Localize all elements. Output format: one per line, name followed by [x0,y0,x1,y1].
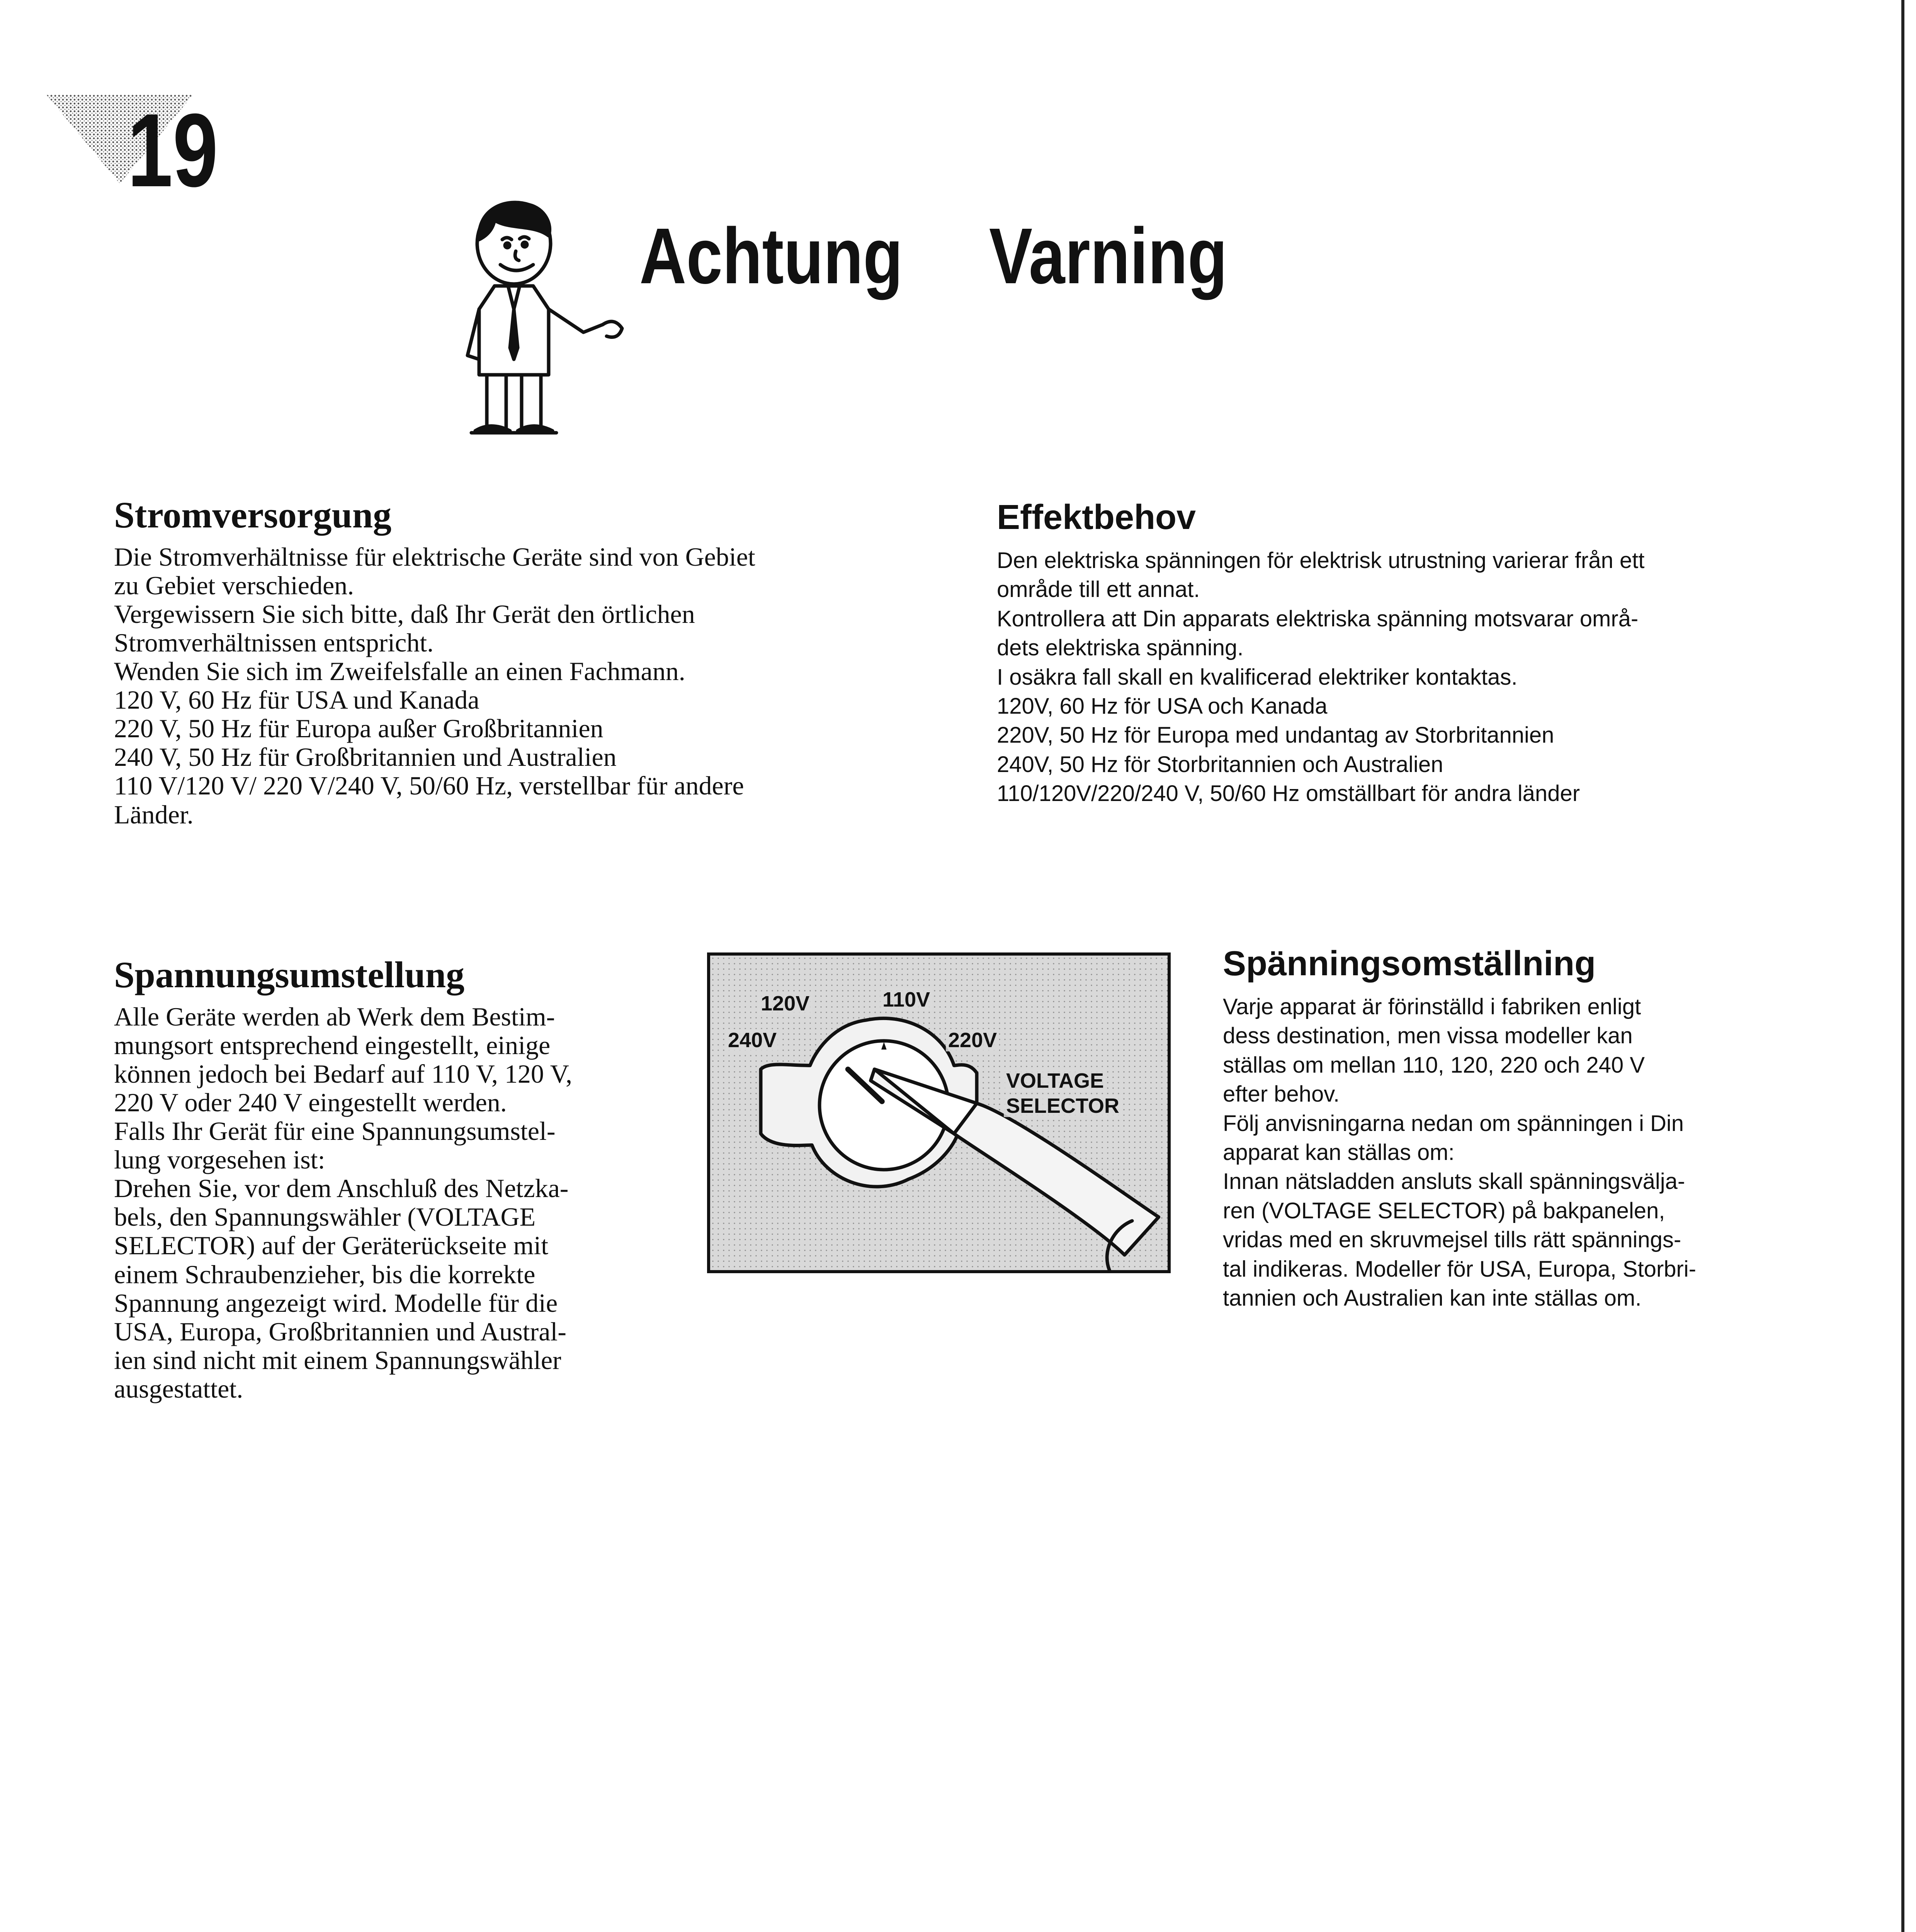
label-110v: 110V [880,988,932,1011]
title-german: Achtung [639,212,903,300]
heading-spannungsumstellung: Spannungsumstellung [114,954,465,995]
text-line: Wenden Sie sich im Zweifelsfalle an einen Fachmann. [114,656,685,686]
text-line: bels, den Spannungswähler (VOLTAGE [114,1202,536,1232]
heading-stromversorgung: Stromversorgung [114,494,392,536]
text-line: zu Gebiet verschieden. [114,570,354,600]
text-line: Alle Geräte werden ab Werk dem Bestim- [114,1002,555,1031]
scan-edge-line [1901,0,1904,1932]
text-line: tal indikeras. Modeller för USA, Europa, Storbri- [1223,1256,1696,1282]
text-line: Länder. [114,799,194,829]
text-line: SELECTOR) auf der Geräterückseite mit [114,1231,549,1260]
page-number: 19 [128,92,218,209]
text-line: Vergewissern Sie sich bitte, daß Ihr Gerät den örtlichen [114,599,695,629]
voltage-selector-figure [707,952,1171,1273]
heading-spanningsomstallning: Spänningsomställning [1223,944,1596,983]
text-line: 220V, 50 Hz för Europa med undantag av Storbritannien [997,723,1554,748]
text-line: efter behov. [1223,1082,1340,1107]
text-line: 120 V, 60 Hz für USA und Kanada [114,685,479,715]
text-line: Följ anvisningarna nedan om spänningen i Din [1223,1111,1684,1136]
text-line: Die Stromverhältnisse für elektrische Geräte sind von Gebiet [114,542,755,571]
text-line: Drehen Sie, vor dem Anschluß des Netzka- [114,1173,569,1203]
label-120v: 120V [758,992,812,1015]
text-line: lung vorgesehen ist: [114,1145,325,1175]
text-line: mungsort entsprechend eingestellt, einige [114,1030,551,1060]
label-220v: 220V [946,1029,999,1051]
text-line: Stromverhältnissen entspricht. [114,628,434,657]
text-line: ställas om mellan 110, 120, 220 och 240 V [1223,1052,1645,1078]
text-line: 220 V, 50 Hz für Europa außer Großbritannien [114,714,604,743]
text-line: område till ett annat. [997,577,1200,602]
text-line: ren (VOLTAGE SELECTOR) på bakpanelen, [1223,1198,1665,1223]
section-stromversorgung [114,495,906,829]
text-line: 240V, 50 Hz för Storbritannien och Australien [997,752,1443,777]
section-spanningsomstallning [1223,945,1775,1313]
text-line: Falls Ihr Gerät für eine Spannungsumstel- [114,1116,556,1146]
title-swedish: Varning [989,212,1227,300]
text-line: Varje apparat är förinställd i fabriken enligt [1223,994,1641,1019]
label-voltage: VOLTAGE [1004,1070,1106,1092]
section-effektbehov [997,498,1785,808]
text-line: dets elektriska spänning. [997,635,1244,661]
mascot-illustration [456,193,641,456]
text-line: ien sind nicht mit einem Spannungswähler [114,1345,561,1375]
text-line: können jedoch bei Bedarf auf 110 V, 120 V, [114,1059,573,1088]
text-line: USA, Europa, Großbritannien und Austral- [114,1316,566,1346]
text-line: ausgestattet. [114,1374,243,1404]
text-line: tannien och Australien kan inte ställas om. [1223,1285,1642,1311]
text-line: apparat kan ställas om: [1223,1139,1455,1165]
text-line: dess destination, men vissa modeller kan [1223,1023,1633,1049]
text-line: einem Schraubenzieher, bis die korrekte [114,1259,536,1289]
text-line: Spannung angezeigt wird. Modelle für die [114,1288,558,1318]
text-line: Innan nätsladden ansluts skall spänningsvälja- [1223,1169,1685,1194]
text-line: 240 V, 50 Hz für Großbritannien und Australien [114,742,617,772]
text-line: Kontrollera att Din apparats elektriska spänning motsvarar områ- [997,606,1639,631]
text-line: 120V, 60 Hz för USA och Kanada [997,693,1328,719]
heading-effektbehov: Effektbehov [997,498,1196,537]
text-line: I osäkra fall skall en kvalificerad elektriker kontaktas. [997,664,1518,690]
text-line: 220 V oder 240 V eingestellt werden. [114,1087,507,1117]
text-line: 110/120V/220/240 V, 50/60 Hz omställbart för andra länder [997,781,1580,806]
text-line: Den elektriska spänningen för elektrisk utrustning varierar från ett [997,548,1645,573]
label-selector: SELECTOR [1004,1095,1122,1117]
text-line: vridas med en skruvmejsel tills rätt spännings- [1223,1227,1681,1253]
text-line: 110 V/120 V/ 220 V/240 V, 50/60 Hz, verstellbar für andere [114,771,744,801]
section-spannungsumstellung [114,954,659,1403]
label-240v: 240V [726,1029,779,1051]
